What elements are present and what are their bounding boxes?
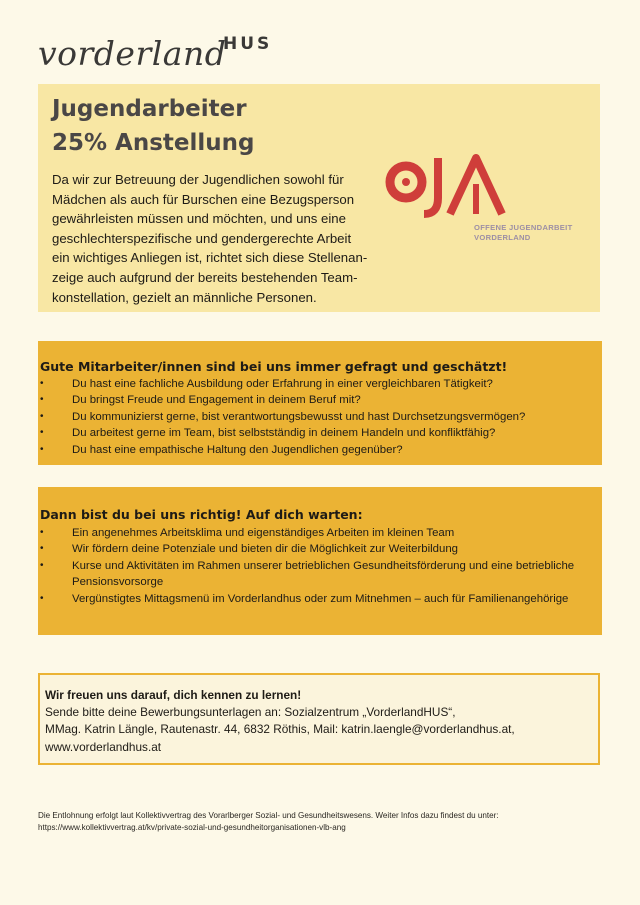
intro-line: ein wichtiges Anliegen ist, richtet sich diese Stellenan-	[52, 250, 368, 266]
list-item	[38, 409, 578, 425]
list-item-text: Du hast eine empathische Haltung den Jugendlichen gegenüber?	[72, 443, 403, 456]
requirements-panel	[38, 341, 602, 465]
bullet-icon: •	[40, 378, 44, 389]
intro-line: geschlechterspezifische und gendergerechte Arbeit	[52, 230, 352, 246]
contact-name-line[interactable]: MMag. Katrin Längle, Rautenastr. 44, 6832 Röthis, Mail: katrin.laengle@vorderlandhus.at,	[45, 722, 515, 737]
contact-address-line: Sende bitte deine Bewerbungsunterlagen an: Sozialzentrum „VorderlandHUS“,	[45, 705, 456, 720]
benefits-list	[38, 525, 600, 607]
list-item-text: Kurse und Aktivitäten im Rahmen unserer betrieblichen Gesundheitsförderung und eine betriebliche Pensionsvorsorge	[72, 559, 575, 589]
benefits-panel	[38, 487, 602, 635]
intro-line: gewährleisten müssen und möchten, und uns eine	[52, 211, 346, 227]
requirements-heading: Gute Mitarbeiter/innen sind bei uns immer gefragt und geschätzt!	[40, 359, 508, 374]
list-item	[38, 442, 578, 458]
requirements-list	[38, 376, 578, 458]
oja-logo-line-2: VORDERLAND	[474, 233, 531, 242]
vorderlandhus-logo	[38, 34, 273, 73]
list-item	[38, 525, 600, 541]
job-title	[52, 92, 255, 160]
intro-line: Da wir zur Betreuung der Jugendlichen sowohl für	[52, 172, 344, 187]
list-item-text: Du arbeitest gerne im Team, bist selbstständig in deinem Handeln und konfliktfähig?	[72, 427, 496, 440]
intro-line: konstellation, gezielt an männliche Personen.	[52, 289, 317, 305]
bullet-icon: •	[40, 559, 44, 571]
bullet-icon: •	[40, 592, 44, 604]
logo-suffix: HUS	[223, 34, 273, 54]
list-item	[38, 591, 600, 607]
list-item-text: Du kommunizierst gerne, bist verantwortungsbewusst und hast Durchsetzungsvermögen?	[72, 410, 526, 423]
footer-link[interactable]: https://www.kollektivvertrag.at/kv/private-sozial-und-gesundheitorganisationen-vlb-ang	[38, 823, 346, 833]
bullet-icon: •	[40, 427, 44, 439]
oja-logo-line-1: OFFENE JUGENDARBEIT	[474, 223, 573, 232]
list-item-text: Vergünstigtes Mittagsmenü im Vorderlandhus oder zum Mitnehmen – auch für Familienangehörige	[72, 592, 569, 605]
list-item	[38, 558, 600, 591]
footer-note	[38, 810, 598, 835]
footer-salary-note: Die Entlohnung erfolgt laut Kollektivvertrag des Vorarlberger Sozial- und Gesundheitswesens. Weiter Infos dazu findest du unter:	[38, 811, 499, 820]
intro-line: Mädchen als auch für Burschen eine Bezugsperson	[52, 191, 355, 207]
intro-line: zeige auch aufgrund der bereits bestehenden Team-	[52, 269, 358, 285]
contact-website[interactable]: www.vorderlandhus.at	[45, 739, 162, 754]
list-item	[38, 392, 578, 408]
benefits-heading: Dann bist du bei uns richtig! Auf dich warten:	[40, 507, 363, 522]
logo-wordmark: vorderland	[38, 34, 227, 73]
contact-box	[38, 673, 600, 765]
job-title-line-1: Jugendarbeiter	[52, 96, 247, 122]
bullet-icon: •	[40, 527, 44, 538]
oja-logo	[384, 154, 574, 244]
list-item-text: Du bringst Freude und Engagement in deinem Beruf mit?	[72, 394, 361, 407]
job-title-line-2: 25% Anstellung	[52, 130, 255, 156]
contact-lead: Wir freuen uns darauf, dich kennen zu lernen!	[45, 688, 302, 702]
bullet-icon: •	[40, 394, 44, 406]
job-title-box	[38, 84, 600, 312]
bullet-icon: •	[40, 410, 44, 422]
list-item-text: Ein angenehmes Arbeitsklima und eigenständiges Arbeiten im kleinen Team	[72, 527, 455, 539]
list-item	[38, 376, 578, 392]
list-item-text: Wir fördern deine Potenziale und bieten dir die Möglichkeit zur Weiterbildung	[72, 543, 459, 556]
list-item	[38, 541, 600, 557]
list-item-text: Du hast eine fachliche Ausbildung oder Erfahrung in einer vergleichbaren Tätigkeit?	[72, 378, 493, 390]
intro-paragraph	[52, 170, 380, 307]
list-item	[38, 425, 578, 441]
bullet-icon: •	[40, 443, 44, 455]
bullet-icon: •	[40, 543, 44, 555]
